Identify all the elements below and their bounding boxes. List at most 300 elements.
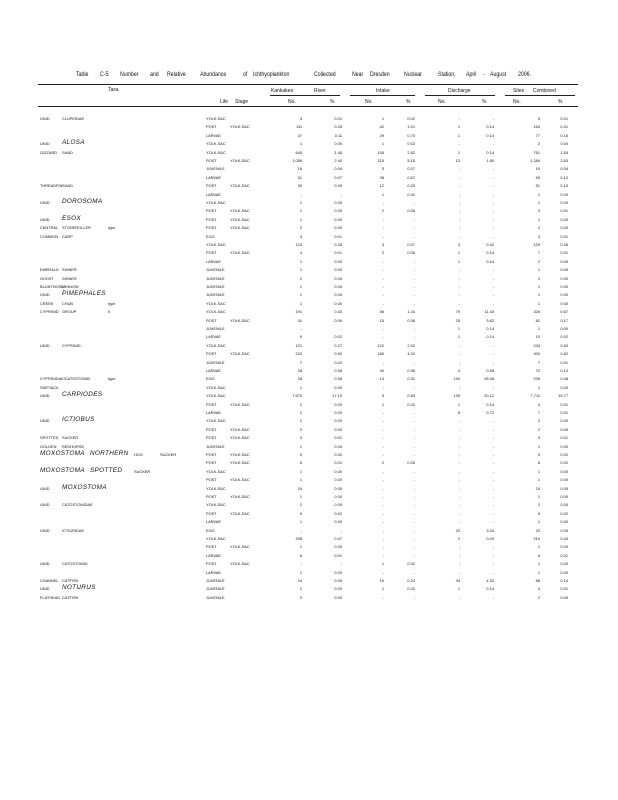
intake-pct: 0.31 — [407, 376, 415, 382]
discharge-pct: 3.62 — [486, 317, 494, 323]
life-stage: YOLK-SAC — [206, 485, 226, 491]
title-word: Table — [76, 71, 89, 79]
discharge-no: - — [458, 426, 460, 432]
discharge-pct: - — [492, 468, 494, 474]
intake-no: - — [382, 519, 384, 525]
discharge-pct: - — [492, 510, 494, 516]
combined-no: 1 — [537, 519, 540, 525]
discharge-no: 5 — [457, 410, 460, 415]
combined-no: 326 — [533, 309, 540, 315]
kankakee-no: 1 — [299, 384, 302, 390]
life-stage: EGG — [206, 527, 215, 533]
combined-no: 72 — [535, 368, 540, 373]
discharge-pct: - — [492, 569, 494, 575]
taxa-word-2: SHAD — [62, 183, 73, 189]
combined-no: 2 — [537, 225, 540, 231]
table-row — [0, 570, 618, 578]
header-intake-pct: % — [406, 99, 411, 105]
combined-pct: 0.00 — [560, 569, 568, 575]
table-row — [0, 466, 618, 477]
intake-pct: - — [413, 477, 415, 483]
taxa-word-1: EMERALD — [40, 267, 59, 273]
discharge-pct: - — [492, 342, 494, 348]
discharge-no: - — [458, 166, 460, 172]
combined-pct: 0.01 — [560, 586, 568, 592]
intake-no: - — [382, 569, 384, 575]
combined-no: 1 — [537, 384, 540, 390]
discharge-no: - — [458, 443, 460, 449]
intake-no: - — [382, 527, 384, 533]
kankakee-pct: 0.02 — [334, 510, 342, 516]
life-stage: POST — [206, 426, 217, 432]
table-row — [0, 528, 618, 536]
kankakee-no: 2 — [299, 401, 302, 407]
discharge-no: - — [458, 561, 460, 567]
taxa-word-1: UNID — [40, 586, 50, 592]
combined-no: 1 — [537, 292, 540, 298]
title-word: Number — [120, 71, 139, 79]
life-stage: YOLK-SAC — [206, 242, 226, 247]
discharge-no: - — [458, 275, 460, 281]
intake-pct: 0.05 — [407, 250, 415, 256]
taxa-word-2: GROUP — [62, 309, 77, 315]
header-combined-pct: % — [558, 99, 563, 105]
kankakee-no: 1 — [299, 443, 302, 449]
combined-pct: 0.00 — [560, 561, 568, 567]
intake-no: 3 — [381, 393, 384, 399]
table-row — [0, 200, 618, 208]
discharge-no: 1 — [457, 132, 460, 138]
header-life: Life — [220, 99, 229, 105]
kankakee-pct: 0.25 — [334, 124, 342, 130]
discharge-no: 25 — [455, 317, 460, 323]
taxa-word-1: UNID — [40, 502, 50, 508]
kankakee-no: 24 — [297, 578, 302, 583]
discharge-pct: 0.14 — [486, 334, 494, 340]
discharge-no: 23 — [455, 527, 460, 533]
header-discharge-pct: % — [482, 99, 487, 105]
discharge-no: - — [458, 208, 460, 214]
taxa-word-1: GHOST — [40, 275, 54, 281]
kankakee-pct: 0.06 — [334, 376, 342, 382]
combined-no: 1 — [537, 267, 540, 273]
discharge-no: - — [458, 116, 460, 121]
discharge-no: - — [458, 435, 460, 441]
discharge-pct: - — [492, 292, 494, 298]
combined-pct: 0.04 — [560, 166, 568, 172]
taxa-word-1: UNID — [40, 527, 50, 533]
kankakee-pct: 0.04 — [334, 166, 342, 172]
combined-no: 1 — [537, 477, 540, 483]
kankakee-pct: 0.05 — [334, 485, 342, 491]
table-row — [0, 214, 618, 225]
intake-pct: - — [413, 258, 415, 264]
kankakee-pct: 0.02 — [334, 452, 342, 457]
intake-no: 13 — [379, 376, 384, 382]
intake-no: - — [382, 334, 384, 340]
discharge-pct: - — [492, 233, 494, 239]
life-stage-2: YOLK-SAC — [230, 452, 250, 457]
intake-no: 28 — [379, 174, 384, 180]
combined-no: 8 — [537, 460, 540, 466]
taxa-word-2: CLUPEIDAE — [62, 116, 85, 121]
discharge-no: - — [458, 183, 460, 189]
taxa-word-3: SUCKER — [134, 468, 151, 474]
life-stage: JUVENILE — [206, 166, 225, 172]
intake-pct: - — [413, 527, 415, 533]
table-row — [0, 301, 618, 309]
discharge-pct: - — [492, 426, 494, 432]
kankakee-no: 47 — [297, 132, 302, 138]
title-word: Abundance — [200, 71, 227, 79]
intake-no: 3 — [381, 166, 384, 172]
life-stage: YOLK-SAC — [206, 502, 226, 508]
life-stage: LARVAE — [206, 334, 221, 340]
intake-no: 2 — [381, 208, 384, 214]
combined-no: 243 — [533, 342, 540, 348]
header-combined: Combined — [533, 88, 556, 94]
table-row — [0, 225, 618, 233]
discharge-pct: 0.14 — [486, 586, 494, 592]
discharge-pct: 0.58 — [486, 368, 494, 373]
intake-pct: - — [413, 494, 415, 499]
life-stage: LARVAE — [206, 552, 221, 558]
discharge-pct: - — [492, 477, 494, 483]
combined-no: 51 — [535, 183, 540, 189]
title-word: Collected — [314, 71, 336, 79]
intake-no: - — [382, 267, 384, 273]
intake-pct: - — [413, 200, 415, 205]
combined-no: 1 — [537, 544, 540, 550]
intake-no: - — [382, 225, 384, 231]
combined-no: 235 — [533, 376, 540, 382]
discharge-pct: 20.12 — [484, 393, 494, 399]
discharge-pct: 0.14 — [486, 149, 494, 155]
discharge-no: 1 — [457, 334, 460, 340]
combined-pct: 0.26 — [560, 242, 568, 247]
combined-no: 5 — [537, 116, 540, 121]
combined-no: 1 — [537, 494, 540, 499]
combined-pct: 0.00 — [560, 191, 568, 197]
combined-pct: 0.12 — [560, 174, 568, 180]
life-stage: POST — [206, 561, 217, 567]
combined-pct: 0.00 — [560, 275, 568, 281]
taxa-word-2: MOXOSTOMA — [62, 483, 107, 491]
intake-pct: 0.24 — [407, 578, 415, 583]
kankakee-no: 2 — [299, 225, 302, 231]
life-stage: EGG — [206, 233, 215, 239]
discharge-no: - — [458, 494, 460, 499]
kankakee-pct: 0.00 — [334, 410, 342, 415]
intake-pct: - — [413, 485, 415, 491]
discharge-pct: - — [492, 116, 494, 121]
kankakee-pct: 0.00 — [334, 284, 342, 289]
kankakee-pct: 0.00 — [334, 225, 342, 231]
kankakee-pct: 0.11 — [334, 132, 342, 138]
life-stage-2: YOLK-SAC — [230, 544, 250, 550]
table-row — [0, 242, 618, 250]
combined-no: 7 — [537, 250, 540, 256]
discharge-no: 1 — [457, 401, 460, 407]
kankakee-no: 9 — [299, 452, 302, 457]
table-row — [0, 376, 618, 384]
kankakee-no: 1 — [299, 477, 302, 483]
intake-no: 42 — [379, 124, 384, 130]
combined-no: 4 — [537, 401, 540, 407]
intake-pct: 0.36 — [407, 317, 415, 323]
discharge-no: - — [458, 544, 460, 550]
intake-pct: - — [413, 233, 415, 239]
kankakee-pct: 0.00 — [334, 586, 342, 592]
table-row — [0, 502, 618, 510]
intake-no: 105 — [377, 149, 384, 155]
combined-pct: 0.02 — [560, 460, 568, 466]
combined-no: 68 — [535, 578, 540, 583]
kankakee-pct: 0.01 — [334, 435, 342, 441]
taxa-word-1: UNID — [40, 418, 50, 424]
intake-no: 1 — [381, 116, 384, 121]
life-stage: YOLK-SAC — [206, 468, 226, 474]
kankakee-no: 4 — [299, 250, 302, 256]
intake-pct: 4.31 — [407, 351, 415, 357]
life-stage: YOLK-SAC — [206, 393, 226, 399]
table-row — [0, 175, 618, 183]
discharge-no: - — [458, 351, 460, 357]
table-row — [0, 553, 618, 561]
combined-pct: 0.02 — [560, 452, 568, 457]
combined-pct: 0.01 — [560, 233, 568, 239]
taxa-word-3: type — [108, 376, 116, 382]
intake-pct: - — [413, 510, 415, 516]
life-stage: JUVENILE — [206, 275, 225, 281]
intake-pct: 0.02 — [407, 586, 415, 592]
combined-no: 1 — [537, 284, 540, 289]
life-stage-2: YOLK-SAC — [230, 250, 250, 256]
intake-pct: 0.02 — [407, 401, 415, 407]
combined-no: 7 — [537, 410, 540, 415]
life-stage: POST — [206, 477, 217, 483]
combined-pct: 0.00 — [560, 141, 568, 147]
kankakee-pct: - — [340, 326, 342, 331]
discharge-no: - — [458, 468, 460, 474]
life-stage: YOLK-SAC — [206, 116, 226, 121]
table-row — [0, 435, 618, 443]
intake-pct: 0.70 — [407, 132, 415, 138]
discharge-pct: - — [492, 216, 494, 222]
taxa-word-2: CYPRINID — [62, 342, 81, 348]
intake-pct: 0.07 — [407, 166, 415, 172]
discharge-no: - — [458, 284, 460, 289]
kankakee-pct: 0.00 — [334, 594, 342, 600]
discharge-pct: 1.80 — [486, 158, 494, 163]
taxa-word-2: MINNOW — [62, 284, 79, 289]
combined-pct: 0.00 — [560, 216, 568, 222]
intake-pct: - — [413, 443, 415, 449]
discharge-pct: 0.14 — [486, 250, 494, 256]
life-stage-2: YOLK-SAC — [230, 317, 250, 323]
taxa-word-2: DOROSOMA — [62, 198, 103, 205]
combined-pct: 0.01 — [560, 435, 568, 441]
kankakee-no: 7 — [299, 359, 302, 365]
taxa-word-2: ALOSA — [62, 139, 85, 147]
kankakee-no: 31 — [297, 174, 302, 180]
table-row — [0, 494, 618, 502]
header-kankakee-no: No. — [288, 99, 296, 105]
combined-no: 2 — [537, 594, 540, 600]
header-taxa: Taxa — [108, 87, 119, 93]
combined-pct: 0.00 — [560, 544, 568, 550]
taxa-word-1: UNID — [40, 116, 50, 121]
intake-pct: - — [413, 468, 415, 474]
life-stage: YOLK-SAC — [206, 309, 226, 315]
intake-no: - — [382, 544, 384, 550]
table-row — [0, 536, 618, 544]
intake-no: - — [382, 502, 384, 508]
kankakee-pct: 0.01 — [334, 116, 342, 121]
table-row — [0, 595, 618, 603]
kankakee-no: 645 — [295, 149, 302, 155]
discharge-no: - — [458, 594, 460, 600]
intake-pct: - — [413, 326, 415, 331]
combined-pct: 0.01 — [560, 552, 568, 558]
kankakee-pct: 1.45 — [334, 149, 342, 155]
discharge-pct: - — [492, 552, 494, 558]
discharge-no: - — [458, 569, 460, 575]
kankakee-no: - — [300, 326, 302, 331]
discharge-pct: 0.14 — [486, 132, 494, 138]
title-word: Station, — [438, 71, 456, 79]
discharge-no: 139 — [453, 393, 460, 399]
discharge-pct: 0.14 — [486, 326, 494, 331]
table-row — [0, 133, 618, 141]
life-stage: LARVAE — [206, 519, 221, 525]
combined-pct: 0.17 — [560, 317, 568, 323]
kankakee-no: 9 — [299, 510, 302, 516]
kankakee-no: 28 — [297, 376, 302, 382]
discharge-pct: - — [492, 141, 494, 147]
intake-pct: 0.02 — [407, 141, 415, 147]
header-rule-kankakee — [270, 95, 340, 96]
kankakee-pct: 0.28 — [334, 242, 342, 247]
kankakee-no: 2 — [299, 594, 302, 600]
life-stage: JUVENILE — [206, 284, 225, 289]
intake-no: - — [382, 435, 384, 441]
discharge-no: - — [458, 216, 460, 222]
kankakee-pct: 0.01 — [334, 233, 342, 239]
taxa-word-2: CARP — [62, 233, 73, 239]
discharge-no: 1 — [457, 149, 460, 155]
intake-no: - — [382, 233, 384, 239]
life-stage: EGG — [206, 376, 215, 382]
table-row — [0, 234, 618, 242]
life-stage-2: YOLK-SAC — [230, 208, 250, 214]
combined-no: 6 — [537, 552, 540, 558]
table-row — [0, 124, 618, 132]
discharge-pct: - — [492, 200, 494, 205]
table-row — [0, 141, 618, 149]
title-word: Ichthyoplankton — [253, 71, 290, 79]
table-row — [0, 326, 618, 334]
table-row — [0, 166, 618, 174]
combined-no: 4 — [537, 586, 540, 592]
combined-no: 129 — [533, 242, 540, 247]
kankakee-no: 7,570 — [292, 393, 302, 399]
combined-pct: 1.54 — [560, 149, 568, 155]
intake-pct: 1.01 — [407, 124, 415, 130]
taxa-word-1: UNID — [40, 200, 50, 205]
discharge-no: 1 — [457, 326, 460, 331]
table-row — [0, 393, 618, 401]
intake-no: 29 — [379, 132, 384, 138]
life-stage: LARVAE — [206, 410, 221, 415]
combined-no: 2 — [537, 502, 540, 508]
kankakee-no: 2 — [299, 426, 302, 432]
intake-no: - — [382, 258, 384, 264]
kankakee-no: 39 — [297, 183, 302, 189]
kankakee-pct: 0.00 — [334, 569, 342, 575]
kankakee-no: 16 — [297, 166, 302, 172]
discharge-no: 4 — [457, 368, 460, 373]
discharge-pct: 0.14 — [486, 124, 494, 130]
intake-no: 2 — [381, 460, 384, 466]
taxa-word-2: CARPIODES — [62, 391, 103, 399]
combined-no: 77 — [535, 132, 540, 138]
combined-no: 1 — [537, 200, 540, 205]
combined-no: 154 — [533, 124, 540, 130]
kankakee-no: 1 — [299, 519, 302, 525]
life-stage-2: YOLK-SAC — [230, 401, 250, 407]
table-row — [0, 418, 618, 426]
title-word: Dresden — [370, 71, 390, 79]
kankakee-no: 3 — [299, 233, 302, 239]
life-stage: JUVENILE — [206, 326, 225, 331]
combined-no: 3 — [537, 233, 540, 239]
kankakee-pct: 0.01 — [334, 250, 342, 256]
kankakee-no: 1 — [299, 216, 302, 222]
intake-no: - — [382, 552, 384, 558]
taxa-word-2: CATFISH — [62, 578, 79, 583]
table-row — [0, 586, 618, 594]
combined-pct: 0.00 — [560, 502, 568, 508]
life-stage: POST — [206, 544, 217, 550]
intake-pct: 2.92 — [407, 342, 415, 348]
life-stage: LARVAE — [206, 132, 221, 138]
intake-pct: - — [413, 216, 415, 222]
combined-pct: 0.00 — [560, 418, 568, 424]
discharge-pct: - — [492, 544, 494, 550]
intake-no: - — [382, 477, 384, 483]
life-stage-2: YOLK-SAC — [230, 435, 250, 441]
combined-pct: 15.77 — [558, 393, 568, 399]
discharge-pct: - — [492, 225, 494, 231]
discharge-pct: - — [492, 594, 494, 600]
intake-pct: - — [413, 594, 415, 600]
intake-pct: - — [413, 435, 415, 441]
kankakee-no: 1,056 — [292, 158, 302, 163]
kankakee-pct: 0.00 — [334, 258, 342, 264]
life-stage: JUVENILE — [206, 267, 225, 273]
discharge-pct: - — [492, 300, 494, 306]
title-word: April — [466, 71, 477, 79]
combined-no: 3 — [537, 208, 540, 214]
intake-pct: - — [413, 519, 415, 525]
life-stage: JUVENILE — [206, 359, 225, 365]
taxa-word-1: SPOTTED — [40, 435, 59, 441]
combined-no: 2 — [537, 258, 540, 264]
intake-no: - — [382, 536, 384, 541]
discharge-pct: - — [492, 183, 494, 189]
kankakee-pct: 0.27 — [334, 342, 342, 348]
